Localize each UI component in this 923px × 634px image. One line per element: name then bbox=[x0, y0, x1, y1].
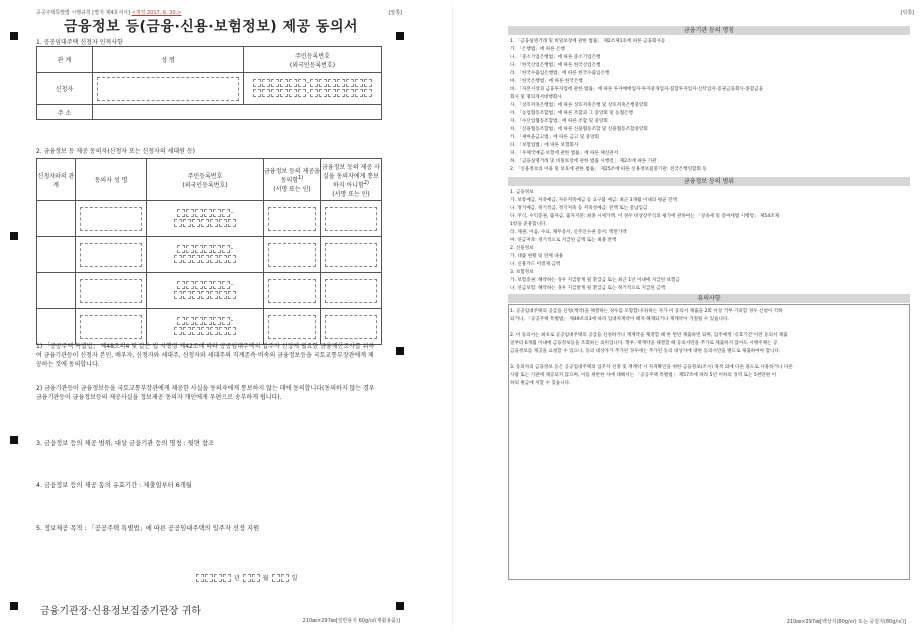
digit-box[interactable] bbox=[195, 317, 203, 325]
paper-spec: 210㎜×297㎜[일반용지 60g/㎡(재활용품)] bbox=[302, 618, 400, 624]
rrn-cell[interactable] bbox=[147, 273, 264, 309]
relation-cell[interactable] bbox=[37, 237, 76, 273]
institution-line: 2. 「신용정보의 이용 및 보호에 관한 법률」 제25조에 따른 신용정보집중기관: 전국은행연합회 등 bbox=[510, 167, 707, 172]
digit-box[interactable] bbox=[319, 89, 327, 97]
institution-line: 라. 「한국수출입은행법」에 따른 한국수출입은행 bbox=[510, 71, 610, 76]
dash: - bbox=[306, 78, 310, 86]
digit-box[interactable] bbox=[214, 574, 222, 582]
caution-line bbox=[510, 356, 910, 364]
digit-box[interactable] bbox=[201, 327, 209, 335]
name-box[interactable] bbox=[80, 315, 142, 339]
scope-line: 가. 대출 현황 및 연체 내용 bbox=[510, 254, 564, 259]
footnote-1: 1) 「공공주택 특별법」 제48조의4 및 같은 법 시행령 제42조에 따라 공공임대주택의 입주자 선정에 필요한 금융재산조사를 위하여 금융기관등이 신청자 본인, 배우자, 신청자와 세대주, 신청자와 세대주의 직계존속·비속의 금융정보등을 국토교통부장관에게 제공하는 것에 동의합니다. bbox=[36, 343, 375, 368]
digit-box[interactable] bbox=[177, 317, 185, 325]
item-scope: 3. 금융정보 등의 제공 범위, 대상 금융기관 등의 명칭 : 뒷면 참조 bbox=[36, 440, 215, 447]
digit-box[interactable] bbox=[204, 209, 212, 217]
document-title: 금융정보 등(금융·신용·보험정보) 제공 동의서 bbox=[64, 19, 358, 35]
notify-sign-cell[interactable] bbox=[321, 237, 382, 273]
caution-line: 3. 동의자의 금융정보 등은 공공임대주택의 입주자 선정 및 재계약 시 자격확인을 위한 금융정보(조사) 목적 외에 다른 용도로 사용하거나 다른 bbox=[510, 365, 793, 370]
caution-line: 일부터 6개월 이내에 금융정보등을 조회하는 의미입니다. 향후, 재계약을 체결할 때 동의서만을 추가로 제출하지 않아도 시행주체는 공 bbox=[510, 341, 778, 346]
consenter-row bbox=[37, 309, 382, 345]
digit-box[interactable] bbox=[201, 291, 209, 299]
caution-line: 되거나, 「공공주택 특별법」 제49조의3에 따라 임대차계약이 해지·해제되거나 재계약이 거절될 수 있습니다. bbox=[510, 317, 729, 322]
digit-box[interactable] bbox=[271, 89, 279, 97]
page-gap bbox=[452, 6, 453, 626]
sign-box[interactable] bbox=[325, 315, 377, 339]
alignment-marker bbox=[396, 347, 404, 355]
col-rrn-sub: (외국인등록번호) bbox=[289, 61, 336, 69]
month-label: 월 bbox=[262, 575, 269, 582]
digit-box[interactable] bbox=[213, 281, 221, 289]
month-boxes[interactable] bbox=[243, 574, 260, 582]
institution-line: 자. 「수산업협동조합법」에 따른 조합 및 중앙회 bbox=[510, 119, 608, 124]
digit-box[interactable] bbox=[192, 255, 200, 263]
addressee: 금융기관장·신용정보집중기관장 귀하 bbox=[40, 606, 201, 617]
sign-box[interactable] bbox=[268, 315, 316, 339]
col-notify-sub: (서명 또는 인) bbox=[332, 190, 370, 198]
scope-line: 다. 주식, 수익증권, 출자금, 출자지분: 최종 시세가액. 이 경우 비상장주식의 평가에 관하여는 「상속세 및 증여세법 시행령」 제54조제 bbox=[510, 214, 780, 219]
institution-line: 카. 「새마을금고법」에 따른 금고 및 중앙회 bbox=[510, 135, 599, 140]
digit-box[interactable] bbox=[219, 255, 227, 263]
digit-box[interactable] bbox=[210, 255, 218, 263]
digit-box[interactable] bbox=[183, 255, 191, 263]
digit-box[interactable] bbox=[186, 317, 194, 325]
alignment-marker bbox=[10, 232, 18, 240]
dash: - bbox=[230, 316, 234, 324]
relation-cell[interactable] bbox=[37, 309, 76, 345]
digit-box[interactable] bbox=[177, 245, 185, 253]
rrn-boxes[interactable] bbox=[174, 291, 236, 299]
back-page-label: [뒤쪽] bbox=[900, 10, 914, 16]
col-relation: 관 계 bbox=[37, 47, 93, 73]
rrn-boxes[interactable] bbox=[177, 209, 233, 217]
digit-box[interactable] bbox=[346, 89, 354, 97]
col-consenter-name: 동의자 성 명 bbox=[76, 159, 147, 201]
caution-line: 1. 공공임대주택의 공급을 신청(계약)을 체결하는 경우를 포함합니다)하는 자가 이 동의서 제출을 2회 이상 거부·기피할 경우 신청이 각하 bbox=[510, 309, 783, 314]
institution-line: 아. 「농업협동조합법」에 따른 조합과 그 중앙회 및 농협은행 bbox=[510, 111, 633, 116]
paper-spec: 210㎜×297㎜[백상지(80g/㎡) 또는 중질지(80g/㎡)] bbox=[786, 619, 906, 625]
sign-box[interactable] bbox=[325, 207, 377, 231]
name-box[interactable] bbox=[80, 279, 142, 303]
applicant-name-field[interactable] bbox=[93, 73, 244, 105]
digit-box[interactable] bbox=[272, 574, 280, 582]
col-notify-sign bbox=[321, 159, 382, 201]
digit-box[interactable] bbox=[219, 219, 227, 227]
consent-sign-cell[interactable] bbox=[264, 309, 321, 345]
digit-box[interactable] bbox=[210, 219, 218, 227]
section-consenters: 2. 금융정보 등 제공 동의자(신청자 또는 신청자의 세대원 등) bbox=[36, 148, 195, 155]
digit-box[interactable] bbox=[355, 89, 363, 97]
section-applicant-info: 1. 공공임대주택 신청자 인적사항 bbox=[36, 39, 123, 46]
digit-box[interactable] bbox=[253, 79, 261, 87]
col-consenter-rrn bbox=[147, 159, 264, 201]
form-regulation: 공공주택특별법 시행규칙 [별지 제4호서식] bbox=[36, 10, 130, 16]
name-box[interactable] bbox=[97, 77, 239, 101]
digit-box[interactable] bbox=[310, 79, 318, 87]
digit-box[interactable] bbox=[298, 89, 306, 97]
dash: - bbox=[230, 280, 234, 288]
digit-box[interactable] bbox=[195, 281, 203, 289]
col-rrn-label: 주민등록번호 bbox=[187, 172, 223, 180]
digit-box[interactable] bbox=[201, 219, 209, 227]
digit-box[interactable] bbox=[186, 281, 194, 289]
digit-box[interactable] bbox=[183, 327, 191, 335]
col-rrn bbox=[244, 47, 382, 73]
form-header-left bbox=[36, 9, 181, 16]
address-field[interactable] bbox=[93, 105, 382, 120]
col-consent-label: 금융정보 등의 제공을 동의함 bbox=[264, 168, 320, 184]
digit-box[interactable] bbox=[355, 79, 363, 87]
digit-box[interactable] bbox=[196, 574, 204, 582]
digit-box[interactable] bbox=[192, 291, 200, 299]
submission-date bbox=[196, 573, 297, 582]
digit-box[interactable] bbox=[262, 79, 270, 87]
notify-sign-cell[interactable] bbox=[321, 273, 382, 309]
scope-heading: 금융정보 등의 범위 bbox=[508, 177, 910, 186]
institutions-heading: 금융기관 등의 명칭 bbox=[508, 26, 910, 35]
name-box[interactable] bbox=[80, 207, 142, 231]
digit-box[interactable] bbox=[280, 89, 288, 97]
notify-sign-cell[interactable] bbox=[321, 201, 382, 237]
item-validity: 4. 금융정보 등의 제공 동의 유효기간 : 제출일부터 6개월 bbox=[36, 482, 192, 489]
consenter-row bbox=[37, 201, 382, 237]
cautions-list bbox=[510, 308, 910, 388]
digit-box[interactable] bbox=[183, 219, 191, 227]
digit-box[interactable] bbox=[222, 281, 230, 289]
digit-box[interactable] bbox=[228, 327, 236, 335]
scope-line: 나. 정기예금, 정기적금, 정기저축 등 저축성예금: 잔액 또는 총납입금 bbox=[510, 206, 648, 211]
name-box[interactable] bbox=[80, 243, 142, 267]
scope-line: 나. 연금보험: 해약하는 경우 지급받게 될 환급금 또는 정기적으로 지급된 금액 bbox=[510, 286, 666, 291]
caution-line: 2. 이 동의서는 최초로 공공임대주택의 공급을 신청하거나 재계약을 체결할 때 한 번만 제출하면 되며, 입주예정 ‘유효기간’이란 동의서 제출 bbox=[510, 333, 788, 338]
institution-line: 타. 「보험업법」에 따른 보험회사 bbox=[510, 143, 579, 148]
digit-box[interactable] bbox=[243, 574, 251, 582]
consent-form-front bbox=[6, 6, 406, 626]
rrn-cell[interactable] bbox=[147, 201, 264, 237]
name-cell[interactable] bbox=[76, 309, 147, 345]
caution-line: 사람 또는 기관에 제공되지 않으며, 이를 위반한 자에 대해서는 「공공주택 특별법」 제57조에 따라 5년 이하의 징역 또는 5천만원 이 bbox=[510, 373, 777, 378]
digit-box[interactable] bbox=[174, 255, 182, 263]
digit-box[interactable] bbox=[177, 209, 185, 217]
digit-box[interactable] bbox=[174, 219, 182, 227]
digit-box[interactable] bbox=[174, 291, 182, 299]
digit-box[interactable] bbox=[364, 79, 372, 87]
digit-box[interactable] bbox=[210, 327, 218, 335]
digit-box[interactable] bbox=[228, 255, 236, 263]
sign-box[interactable] bbox=[268, 279, 316, 303]
sign-box[interactable] bbox=[325, 279, 377, 303]
digit-box[interactable] bbox=[262, 89, 270, 97]
consent-sign-cell[interactable] bbox=[264, 201, 321, 237]
digit-box[interactable] bbox=[204, 245, 212, 253]
digit-box[interactable] bbox=[219, 327, 227, 335]
digit-box[interactable] bbox=[192, 327, 200, 335]
relation-cell[interactable] bbox=[37, 201, 76, 237]
digit-box[interactable] bbox=[222, 317, 230, 325]
name-cell[interactable] bbox=[76, 273, 147, 309]
digit-box[interactable] bbox=[195, 209, 203, 217]
row-applicant: 신청자 bbox=[37, 73, 93, 105]
rrn-boxes[interactable] bbox=[177, 245, 233, 253]
digit-box[interactable] bbox=[204, 317, 212, 325]
rrn-cell[interactable] bbox=[147, 237, 264, 273]
digit-box[interactable] bbox=[213, 317, 221, 325]
day-boxes[interactable] bbox=[272, 574, 289, 582]
scope-list bbox=[510, 189, 910, 293]
applicant-table bbox=[36, 46, 382, 120]
digit-box[interactable] bbox=[364, 89, 372, 97]
rrn-boxes[interactable] bbox=[253, 89, 372, 97]
applicant-rrn-field[interactable] bbox=[244, 73, 382, 105]
digit-box[interactable] bbox=[201, 255, 209, 263]
digit-box[interactable] bbox=[289, 89, 297, 97]
institution-line: 가. 「은행법」에 따른 은행 bbox=[510, 47, 565, 52]
cautions-heading: 유의사항 bbox=[508, 294, 910, 303]
rrn-boxes[interactable] bbox=[177, 317, 233, 325]
digit-box[interactable] bbox=[177, 281, 185, 289]
year-boxes[interactable] bbox=[196, 574, 231, 582]
form-revision-date: <개정 2017. 6. 30.> bbox=[131, 10, 182, 16]
dash: - bbox=[230, 244, 234, 252]
notify-sign-cell[interactable] bbox=[321, 309, 382, 345]
institution-line: 바. 「자본시장과 금융투자업에 관한 법률」에 따른 투자매매업자·투자중개업자·집합투자업자·신탁업자·증권금융회사·종합금융 bbox=[510, 87, 764, 92]
sign-box[interactable] bbox=[268, 243, 316, 267]
digit-box[interactable] bbox=[183, 291, 191, 299]
col-rrn-sub: (외국인등록번호) bbox=[182, 181, 228, 189]
rrn-boxes[interactable] bbox=[174, 255, 236, 263]
institutions-list bbox=[510, 38, 910, 174]
rrn-boxes[interactable] bbox=[174, 327, 236, 335]
day-label: 일 bbox=[291, 575, 298, 582]
digit-box[interactable] bbox=[319, 79, 327, 87]
digit-box[interactable] bbox=[223, 574, 231, 582]
consent-sign-cell[interactable] bbox=[264, 237, 321, 273]
caution-line: 하의 벌금에 처할 수 있습니다. bbox=[510, 381, 571, 386]
rrn-boxes[interactable] bbox=[177, 281, 233, 289]
col-notify-label: 금융정보 등의 제공 사실을 동의자에게 통보하지 아니함 bbox=[322, 163, 380, 189]
alignment-marker bbox=[10, 602, 18, 610]
footnote-2: 2) 금융기관등이 금융정보등을 국토교통부장관에게 제공한 사실을 동의자에게 통보하지 않는 데에 동의합니다(동의하지 않는 경우 금융기관등이 금융정보등의 제공사실을 정보제공 동의자 개인에게 우편으로 송부하게 됩니다). bbox=[36, 385, 375, 401]
institution-line: 1. 「금융실명거래 및 비밀보장에 관한 법률」 제2조제1호에 따른 금융회사등 bbox=[510, 39, 666, 44]
institution-line: 사. 「상호저축은행법」에 따른 상호저축은행 및 상호저축은행중앙회 bbox=[510, 103, 648, 108]
scope-line: 마. 연금저축: 정기적으로 지급된 금액 또는 최종 잔액 bbox=[510, 238, 617, 243]
dash: - bbox=[230, 208, 234, 216]
consenter-row bbox=[37, 237, 382, 273]
digit-box[interactable] bbox=[219, 291, 227, 299]
alignment-marker bbox=[396, 602, 404, 610]
col-relation-applicant: 신청자와의 관 계 bbox=[37, 159, 76, 201]
digit-box[interactable] bbox=[310, 89, 318, 97]
digit-box[interactable] bbox=[337, 79, 345, 87]
digit-box[interactable] bbox=[253, 89, 261, 97]
institution-line: 파. 「우체국예금·보험에 관한 법률」에 따른 체신관서 bbox=[510, 151, 619, 156]
alignment-marker bbox=[10, 32, 18, 40]
dash: - bbox=[306, 88, 310, 96]
digit-box[interactable] bbox=[186, 209, 194, 217]
digit-box[interactable] bbox=[252, 574, 260, 582]
footnote-ref-2: 2) bbox=[363, 179, 370, 186]
caution-line bbox=[510, 324, 910, 332]
consent-form-back bbox=[500, 6, 918, 626]
scope-line: 라. 채권, 어음, 수표, 채무증서, 신주인수권 증서: 액면가액 bbox=[510, 230, 627, 235]
digit-box[interactable] bbox=[289, 79, 297, 87]
digit-box[interactable] bbox=[205, 574, 213, 582]
digit-box[interactable] bbox=[222, 245, 230, 253]
front-page-label: [앞쪽] bbox=[388, 10, 402, 16]
item-purpose: 5. 정보제공 목적 : 「공공주택 특별법」에 따른 공공임대주택의 입주자 선정 지원 bbox=[36, 525, 260, 532]
col-rrn-label: 주민등록번호 bbox=[295, 52, 330, 60]
year-label: 년 bbox=[234, 575, 240, 582]
rrn-cell[interactable] bbox=[147, 309, 264, 345]
col-consent-sub: (서명 또는 인) bbox=[273, 186, 311, 193]
relation-cell[interactable] bbox=[37, 273, 76, 309]
digit-box[interactable] bbox=[195, 245, 203, 253]
institution-line: 하. 「금융실명거래 및 비밀보장에 관한 법률 시행령」 제2조에 따른 기관 bbox=[510, 159, 657, 164]
row-address: 주 소 bbox=[37, 105, 93, 120]
digit-box[interactable] bbox=[228, 219, 236, 227]
alignment-marker bbox=[10, 436, 18, 444]
digit-box[interactable] bbox=[280, 79, 288, 87]
digit-box[interactable] bbox=[281, 574, 289, 582]
consenter-table bbox=[36, 158, 382, 345]
institution-line: 나. 「중소기업은행법」에 따른 중소기업은행 bbox=[510, 55, 601, 60]
scope-line: 나. 신용카드 미결제 금액 bbox=[510, 262, 561, 267]
scope-line: 3. 보험정보 bbox=[510, 270, 534, 275]
scope-line: 2. 신용정보 bbox=[510, 246, 534, 251]
digit-box[interactable] bbox=[192, 219, 200, 227]
sign-box[interactable] bbox=[325, 243, 377, 267]
scope-line: 1. 금융정보 bbox=[510, 190, 534, 195]
digit-box[interactable] bbox=[174, 327, 182, 335]
rrn-boxes[interactable] bbox=[174, 219, 236, 227]
scope-line: 가. 보험증권: 해약하는 경우 지급받게 될 환급금 또는 최근 1년 이내에 지급된 보험금 bbox=[510, 278, 680, 283]
digit-box[interactable] bbox=[328, 79, 336, 87]
col-name: 성 명 bbox=[93, 47, 244, 73]
name-cell[interactable] bbox=[76, 201, 147, 237]
caution-line: 금융정보를 제공을 요청할 수 있으나, 동의 대상자가 추가된 경우에는 추가된 동의 대상자에 대한 동의서만을 별도로 제출하여야 합니다. bbox=[510, 349, 781, 354]
institution-line: 회사 및 명의개서대행회사 bbox=[510, 95, 562, 100]
digit-box[interactable] bbox=[298, 79, 306, 87]
digit-box[interactable] bbox=[204, 281, 212, 289]
scope-line: 가. 보통예금, 저축예금, 자유저축예금 등 요구불 예금: 최근 3개월 이내의 평균 잔액 bbox=[510, 198, 677, 203]
digit-box[interactable] bbox=[228, 291, 236, 299]
digit-box[interactable] bbox=[346, 79, 354, 87]
scope-line: 1항을 준용합니다. bbox=[510, 222, 547, 227]
col-consent-sign bbox=[264, 159, 321, 201]
digit-box[interactable] bbox=[337, 89, 345, 97]
consenter-row bbox=[37, 273, 382, 309]
digit-box[interactable] bbox=[222, 209, 230, 217]
digit-box[interactable] bbox=[213, 245, 221, 253]
institution-line: 마. 「한국은행법」에 따른 한국은행 bbox=[510, 79, 583, 84]
digit-box[interactable] bbox=[213, 209, 221, 217]
footnote-ref-1: 1) bbox=[298, 175, 304, 181]
name-cell[interactable] bbox=[76, 237, 147, 273]
digit-box[interactable] bbox=[210, 291, 218, 299]
rrn-boxes[interactable] bbox=[253, 79, 372, 87]
digit-box[interactable] bbox=[328, 89, 336, 97]
alignment-marker bbox=[396, 32, 404, 40]
digit-box[interactable] bbox=[186, 245, 194, 253]
consent-sign-cell[interactable] bbox=[264, 273, 321, 309]
sign-box[interactable] bbox=[268, 207, 316, 231]
institution-line: 차. 「신용협동조합법」에 따른 신용협동조합 및 신용협동조합중앙회 bbox=[510, 127, 648, 132]
institution-line: 다. 「한국산업은행법」에 따른 한국산업은행 bbox=[510, 63, 601, 68]
digit-box[interactable] bbox=[271, 79, 279, 87]
